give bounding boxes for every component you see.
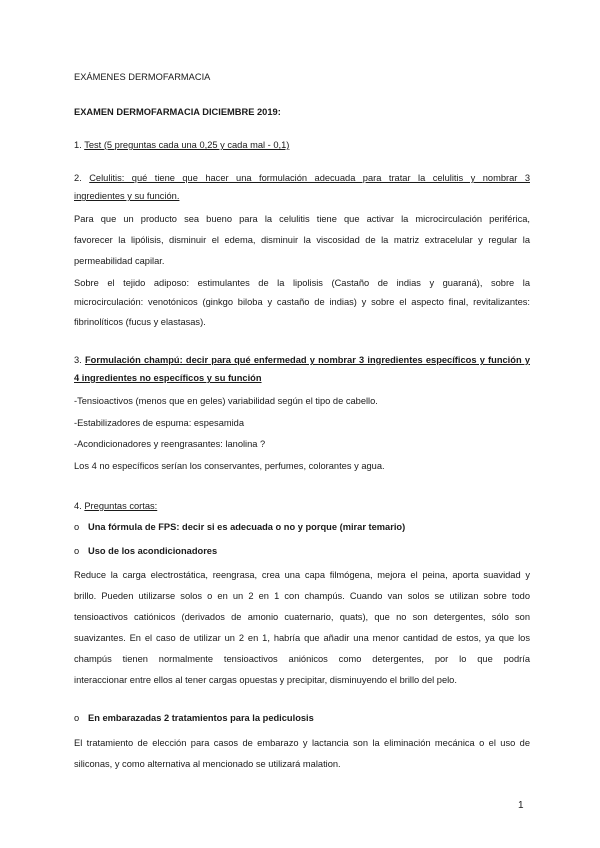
question-3-heading-line-1 — [74, 354, 530, 367]
question-1 — [74, 139, 530, 152]
question-4-para-3-line-2: siliconas, y como alternativa al mencionado se utilizará malation. — [74, 759, 341, 769]
question-2-heading-text-1: Celulitis: qué tiene que hacer una formulación adecuada para tratar la celulitis y nombrar 3 — [89, 173, 530, 183]
question-2-heading-line-1 — [74, 172, 530, 185]
question-2-number: 2. — [74, 173, 82, 183]
question-4-para-3-line-1: El tratamiento de elección para casos de embarazo y lactancia son la eliminación mecánica o el uso de — [74, 738, 530, 748]
question-4-number: 4. — [74, 501, 82, 511]
question-2-heading-line-2: ingredientes y su función. — [74, 191, 180, 201]
question-4-sub-1-text: Una fórmula de FPS: decir si es adecuada o no y porque (mirar temario) — [88, 522, 406, 532]
question-4-heading — [74, 500, 530, 513]
question-4-sub-2 — [74, 545, 530, 558]
document-title: EXÁMENES DERMOFARMACIA — [74, 72, 211, 82]
question-2-para-2-line-1: Sobre el tejido adiposo: estimulantes de la lipolisis (Castaño de indias y guaraná), sobre la — [74, 278, 530, 288]
question-3-item-3: -Acondicionadores y reengrasantes: lanolina ? — [74, 439, 266, 449]
question-2-para-2-line-2: microcirculación: venotónicos (ginkgo biloba y castaño de indias) y sobre el aspecto final, revitalizantes: — [74, 297, 530, 307]
question-4-para-line-3: tensioactivos catiónicos (derivados de amonio cuaternario, quats), que no son detergentes, sólo son — [74, 612, 530, 622]
question-4-heading-text: Preguntas cortas: — [84, 501, 158, 511]
question-4-sub-3-text: En embarazadas 2 tratamientos para la pediculosis — [88, 713, 314, 723]
question-4-para-line-6: interaccionar entre ellos al tener cargas opuestas y precipitar, disminuyendo el brillo del pelo. — [74, 675, 457, 685]
exam-title: EXAMEN DERMOFARMACIA DICIEMBRE 2019: — [74, 107, 281, 117]
question-4-para-line-2: brillo. Pueden utilizarse solos o en un 2 en 1 con champús. Cuando van solos se utilizan sobre todo — [74, 591, 530, 601]
question-4-para-line-1: Reduce la carga electrostática, reengrasa, crea una capa filmógena, mejora el peina, aporta suavidad y — [74, 570, 530, 580]
question-2-para-2-line-3: fibrinolíticos (fucus y elastasas). — [74, 317, 206, 327]
question-1-text: Test (5 preguntas cada una 0,25 y cada mal - 0,1) — [84, 140, 290, 150]
question-3-number: 3. — [74, 355, 82, 365]
question-2-para-1-line-3: permeabilidad capilar. — [74, 256, 165, 266]
question-2-para-1-line-1: Para que un producto sea bueno para la celulitis tiene que activar la microcirculación periférica, — [74, 214, 530, 224]
question-1-number: 1. — [74, 140, 82, 150]
question-3-item-1: -Tensioactivos (menos que en geles) variabilidad según el tipo de cabello. — [74, 396, 378, 406]
question-4-sub-1 — [74, 521, 530, 534]
question-3-heading-text-1: Formulación champú: decir para qué enfermedad y nombrar 3 ingredientes específicos y función y — [84, 355, 530, 365]
bullet-icon: o — [74, 713, 80, 723]
page-number: 1 — [518, 800, 524, 811]
question-3-note: Los 4 no específicos serían los conservantes, perfumes, colorantes y agua. — [74, 461, 385, 471]
question-4-sub-3 — [74, 712, 530, 725]
question-4-sub-2-text: Uso de los acondicionadores — [88, 546, 218, 556]
bullet-icon: o — [74, 546, 80, 556]
question-3-item-2: -Estabilizadores de espuma: espesamida — [74, 418, 245, 428]
question-4-para-line-4: suavizantes. En el caso de utilizar un 2 en 1, habría que añadir una menor cantidad de estos, ya que los — [74, 633, 530, 643]
question-2-para-1-line-2: favorecer la lipólisis, disminuir el edema, disminuir la viscosidad de la matriz extracelular y regular la — [74, 235, 530, 245]
question-3-heading-line-2: 4 ingredientes no específicos y su función — [74, 373, 262, 383]
bullet-icon: o — [74, 522, 80, 532]
question-4-para-line-5: champús tienen normalmente tensioactivos aniónicos como detergentes, por lo que podría — [74, 654, 530, 664]
